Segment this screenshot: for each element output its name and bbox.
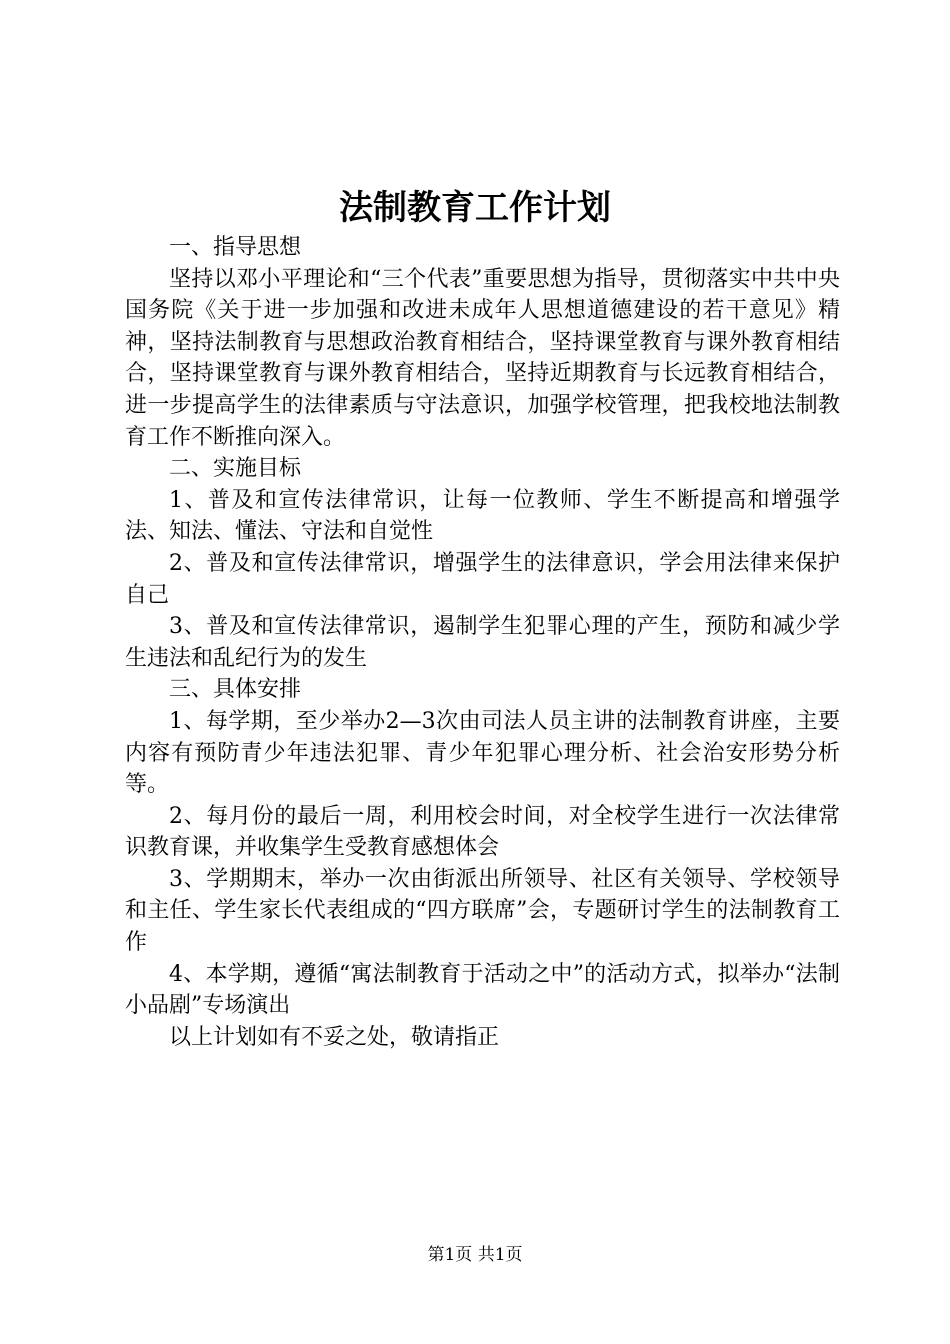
- heading-specific-arrangements: 三、具体安排: [169, 677, 302, 703]
- arrangement-item-3: 3、学期期末，举办一次由街派出所领导、社区有关领导、学校领导和主任、学生家长代表组成的“四方联席”会，专题研讨学生的法制教育工作: [125, 866, 840, 956]
- paragraph-guiding-ideology: 坚持以邓小平理论和“三个代表”重要思想为指导，贯彻落实中共中央国务院《关于进一步加强和改进未成年人思想道德建设的若干意见》精神，坚持法制教育与思想政治教育相结合，坚持课堂教育与课外教育相结合，坚持课堂教育与课外教育相结合，坚持近期教育与长远教育相结合，进一步提高学生的法律素质与守法意识，加强学校管理，把我校地法制教育工作不断推向深入。: [125, 266, 840, 450]
- goal-item-3: 3、普及和宣传法律常识，遏制学生犯罪心理的产生，预防和减少学生违法和乱纪行为的发生: [125, 614, 840, 671]
- goal-item-1: 1、普及和宣传法律常识，让每一位教师、学生不断提高和增强学法、知法、懂法、守法和自觉性: [125, 487, 840, 545]
- document-title: 法制教育工作计划: [339, 188, 611, 228]
- arrangement-item-4: 4、本学期，遵循“寓法制教育于活动之中”的活动方式，拟举办“法制小品剧”专场演出: [125, 961, 840, 1019]
- goal-item-2: 2、普及和宣传法律常识，增强学生的法律意识，学会用法律来保护自己: [125, 550, 840, 608]
- closing-remark: 以上计划如有不妥之处，敬请指正: [169, 1024, 500, 1050]
- arrangement-item-2: 2、每月份的最后一周，利用校会时间，对全校学生进行一次法律常识教育课，并收集学生受教育感想体会: [125, 803, 840, 861]
- heading-implementation-goals: 二、实施目标: [169, 456, 302, 482]
- document-body: [125, 232, 840, 1053]
- page-number-footer: 第1页 共1页: [427, 1245, 523, 1265]
- heading-guiding-ideology: 一、指导思想: [169, 235, 302, 260]
- arrangement-item-1: 1、每学期，至少举办2—3次由司法人员主讲的法制教育讲座，主要内容有预防青少年违法犯罪、青少年犯罪心理分析、社会治安形势分析等。: [125, 708, 840, 798]
